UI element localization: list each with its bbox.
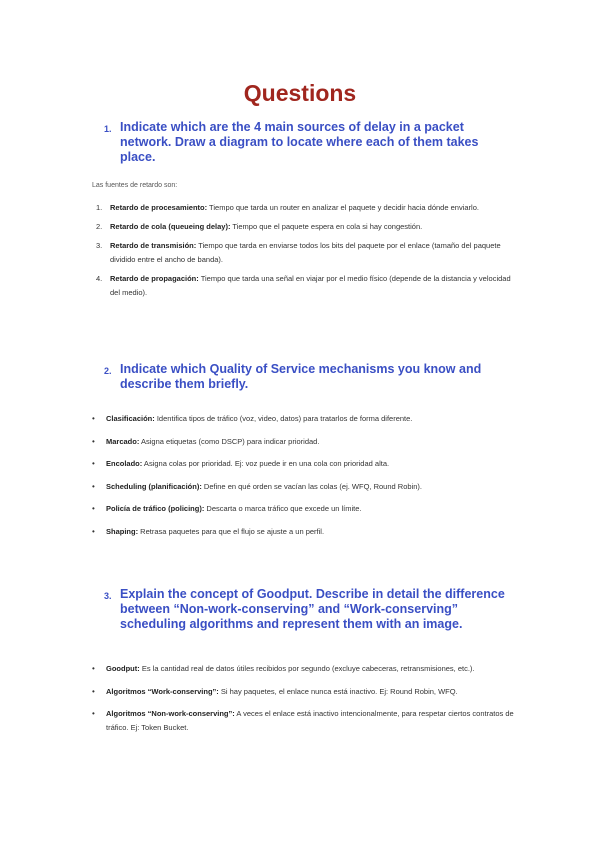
list-item: • Clasificación: Identifica tipos de tráfico (voz, video, datos) para tratarlos de forma diferente. <box>90 412 520 426</box>
list-item: • Scheduling (planificación): Define en qué orden se vacían las colas (ej. WFQ, Round Robin). <box>90 480 520 494</box>
bullet-icon: • <box>92 526 95 536</box>
goodput-list <box>90 662 522 744</box>
question-1-heading <box>104 120 514 165</box>
question-3-heading <box>104 587 514 632</box>
bullet-icon: • <box>92 709 95 718</box>
question-2-number: 2. <box>104 366 112 376</box>
question-2-heading <box>104 362 514 392</box>
question-1-number: 1. <box>104 124 112 134</box>
list-item: • Encolado: Asigna colas por prioridad. Ej: voz puede ir en una cola con prioridad alta. <box>90 457 520 471</box>
bullet-icon: • <box>92 436 95 446</box>
question-3-number: 3. <box>104 591 112 601</box>
bullet-icon: • <box>92 686 95 696</box>
list-item: • Policía de tráfico (policing): Descarta o marca tráfico que excede un límite. <box>90 502 520 516</box>
list-item: 1. Retardo de procesamiento: Tiempo que tarda un router en analizar el paquete y decidir hacia dónde enviarlo. <box>96 203 479 212</box>
delay-sources-list <box>96 201 516 305</box>
qos-mechanisms-list <box>90 412 520 547</box>
list-item: • Algoritmos “Work-conserving”: Si hay paquetes, el enlace nunca está inactivo. Ej: Round Robin, WFQ. <box>90 685 522 699</box>
page-title: Questions <box>243 80 357 106</box>
question-1-text: Indicate which are the 4 main sources of delay in a packet network. Draw a diagram to locate where each of them takes place. <box>120 120 479 164</box>
list-item: • Goodput: Es la cantidad real de datos útiles recibidos por segundo (excluye cabeceras, retransmisiones, etc.). <box>90 662 522 676</box>
question-1-intro: Las fuentes de retardo son: <box>92 182 178 189</box>
question-2-text: Indicate which Quality of Service mechanisms you know and describe them briefly. <box>120 362 482 391</box>
list-item: • Marcado: Asigna etiquetas (como DSCP) para indicar prioridad. <box>90 435 520 449</box>
bullet-icon: • <box>92 664 95 673</box>
bullet-icon: • <box>92 459 95 468</box>
bullet-icon: • <box>92 481 95 491</box>
list-item: 4. Retardo de propagación: Tiempo que tarda una señal en viajar por el medio físico (depende de la distancia y velocidad del medio). <box>96 274 511 297</box>
list-item: 2. Retardo de cola (queueing delay): Tiempo que el paquete espera en cola si hay congestión. <box>96 222 423 231</box>
question-3-text: Explain the concept of Goodput. Describe in detail the difference between “Non-work-conserving” and “Work-conserving” scheduling algorithms and represent them with an image. <box>120 587 505 631</box>
list-item: • Algoritmos “Non-work-conserving”: A veces el enlace está inactivo intencionalmente, para respetar ciertos contratos de tráfico. Ej: Token Bucket. <box>92 709 514 732</box>
bullet-icon: • <box>92 504 95 513</box>
list-item: 3. Retardo de transmisión: Tiempo que tarda en enviarse todos los bits del paquete por el enlace (tamaño del paquete dividido entre el ancho de banda). <box>96 241 501 264</box>
list-item: • Shaping: Retrasa paquetes para que el flujo se ajuste a un perfil. <box>90 525 520 539</box>
bullet-icon: • <box>92 414 95 423</box>
